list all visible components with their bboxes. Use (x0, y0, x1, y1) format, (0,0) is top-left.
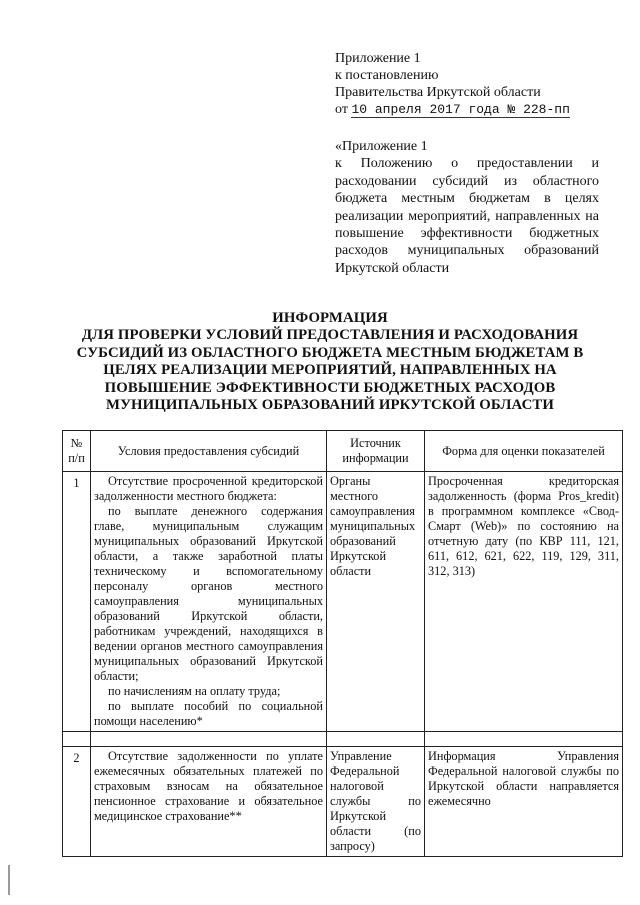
scan-margin-mark (8, 865, 10, 895)
condition-paragraph: по выплате денежного содержания главе, муниципальным служащим муниципальных образований Иркутской области, а также заработной платы техническому и вспомогательному персоналу органов местного самоуправления муниципальных образований Иркутской области, работникам учреждений, находящихся в ведении органов местного самоуправления муниципальных образований Иркутской области; (94, 504, 323, 683)
condition-paragraph: Отсутствие задолженности по уплате ежемесячных обязательных платежей по страховым взносам на обязательное пенсионное страхование и обязательное медицинское страхование** (94, 749, 323, 823)
condition-paragraph: по начислениям на оплату труда; (108, 684, 281, 698)
table-row (63, 472, 623, 732)
heading-line: ДЛЯ ПРОВЕРКИ УСЛОВИЙ ПРЕДОСТАВЛЕНИЯ И РАСХОДОВАНИЯ (81, 327, 579, 344)
appendix-block (335, 50, 597, 118)
table-row (63, 747, 623, 857)
row-num: 1 (63, 472, 91, 732)
spacer-cell (91, 732, 327, 747)
header-num: № п/п (63, 431, 91, 472)
from-prefix: от (335, 102, 348, 117)
table-spacer-row (63, 732, 623, 747)
heading-line: ЦЕЛЯХ РЕАЛИЗАЦИИ МЕРОПРИЯТИЙ, НАПРАВЛЕННЫХ НА (103, 362, 557, 379)
row-form: Просроченная кредиторская задолженность (форма Pros_kredit) в программном комплексе «Свод-Смарт (Web)» по состоянию на отчетную дату (по КВР 111, 121, 611, 612, 621, 622, 119, 129, 311, 312, 313) (425, 472, 623, 732)
heading-line: СУБСИДИЙ ИЗ ОБЛАСТНОГО БЮДЖЕТА МЕСТНЫМ БЮДЖЕТАМ В (76, 344, 584, 361)
spacer-cell (63, 732, 91, 747)
row-source: Органы местного самоуправления муниципальных образований Иркутской области (327, 472, 425, 732)
appendix-line: к постановлению (335, 68, 439, 83)
appendix-line: Приложение 1 (335, 51, 421, 66)
table-header-row (63, 431, 623, 472)
row-num: 2 (63, 747, 91, 857)
heading-line: ПОВЫШЕНИЕ ЭФФЕКТИВНОСТИ БЮДЖЕТНЫХ РАСХОДОВ (104, 379, 556, 396)
conditions-table (62, 430, 623, 857)
spacer-cell (425, 732, 623, 747)
appendix-line: Правительства Иркутской области (335, 85, 541, 100)
header-source: Источник информации (327, 431, 425, 472)
header-conditions: Условия предоставления субсидий (91, 431, 327, 472)
document-heading (40, 310, 620, 414)
row-source: Управление Федеральной налоговой службы по Иркутской области (по запросу) (327, 747, 425, 857)
condition-paragraph: Отсутствие просроченной кредиторской задолженности местного бюджета: (94, 474, 323, 503)
decree-date-line (335, 101, 597, 118)
regulation-appendix-title: «Приложение 1 (335, 139, 428, 154)
row-conditions (91, 472, 327, 732)
regulation-appendix-block (335, 138, 599, 277)
condition-paragraph: по выплате пособий по социальной помощи населению* (94, 699, 323, 728)
row-form: Информация Управления Федеральной налоговой службы по Иркутской области направляется ежемесячно (425, 747, 623, 857)
row-conditions (91, 747, 327, 857)
heading-line: ИНФОРМАЦИЯ (272, 310, 388, 326)
spacer-cell (327, 732, 425, 747)
header-form: Форма для оценки показателей (425, 431, 623, 472)
regulation-appendix-text: к Положению о предоставлении и расходовании субсидий из областного бюджета местным бюджетам в целях реализации мероприятий, направленных на повышение эффективности бюджетных расходов муниципальных образований Иркутской области (335, 156, 599, 276)
decree-date-number: 10 апреля 2017 года № 228-пп (351, 102, 570, 117)
heading-line: МУНИЦИПАЛЬНЫХ ОБРАЗОВАНИЙ ИРКУТСКОЙ ОБЛАСТИ (106, 397, 554, 414)
